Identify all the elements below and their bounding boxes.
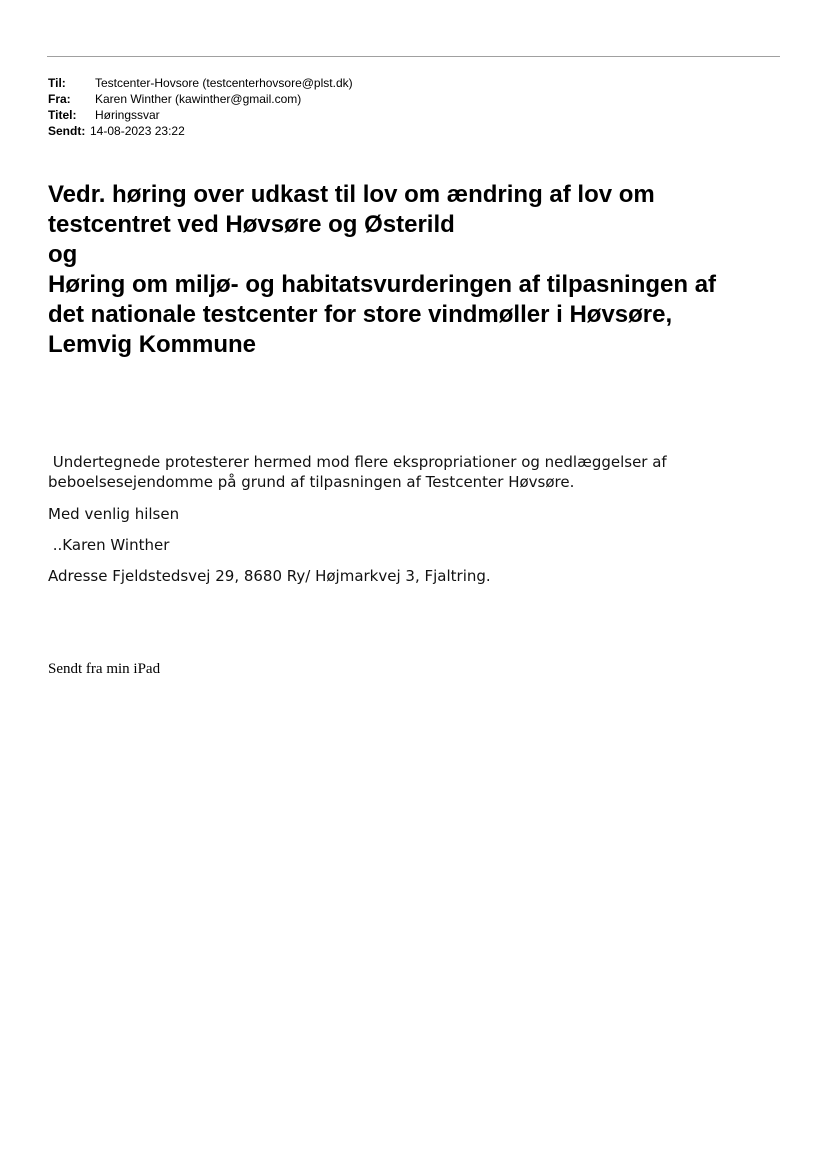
protest-paragraph: [48, 452, 728, 492]
document-title: [48, 180, 788, 360]
subject-label: Titel:: [48, 108, 77, 122]
subject-value: Høringssvar: [95, 108, 160, 122]
title-line: Lemvig Kommune: [48, 331, 257, 358]
protest-line: beboelsesejendomme på grund af tilpasningen af Testcenter Høvsøre.: [48, 473, 575, 491]
to-label: Til:: [48, 76, 66, 90]
sent-label: Sendt:: [48, 124, 86, 138]
header-divider: [47, 56, 780, 57]
sent-value: 14-08-2023 23:22: [90, 124, 185, 138]
sender-address: Adresse Fjeldstedsvej 29, 8680 Ry/ Højmarkvej 3, Fjaltring.: [48, 567, 491, 585]
protest-line: Undertegnede protesterer hermed mod flere ekspropriationer og nedlæggelser af: [48, 453, 667, 471]
from-label: Fra:: [48, 92, 71, 106]
greeting: Med venlig hilsen: [48, 505, 180, 523]
title-line: Vedr. høring over udkast til lov om ændring af lov om: [48, 181, 655, 208]
email-header: [48, 75, 353, 139]
signature-name: ..Karen Winther: [48, 536, 170, 554]
title-line: og: [48, 241, 78, 268]
sent-from-signature: Sendt fra min iPad: [48, 661, 161, 677]
to-row: [48, 75, 353, 91]
title-line: det nationale testcenter for store vindmøller i Høvsøre,: [48, 301, 673, 328]
email-body: [48, 452, 768, 586]
from-value: Karen Winther (kawinther@gmail.com): [95, 92, 302, 106]
from-row: [48, 91, 353, 107]
sent-row: [48, 123, 353, 139]
subject-row: [48, 107, 353, 123]
to-value: Testcenter-Hovsore (testcenterhovsore@plst.dk): [95, 76, 353, 90]
title-line: testcentret ved Høvsøre og Østerild: [48, 211, 455, 238]
title-line: Høring om miljø- og habitatsvurderingen af tilpasningen af: [48, 271, 717, 298]
